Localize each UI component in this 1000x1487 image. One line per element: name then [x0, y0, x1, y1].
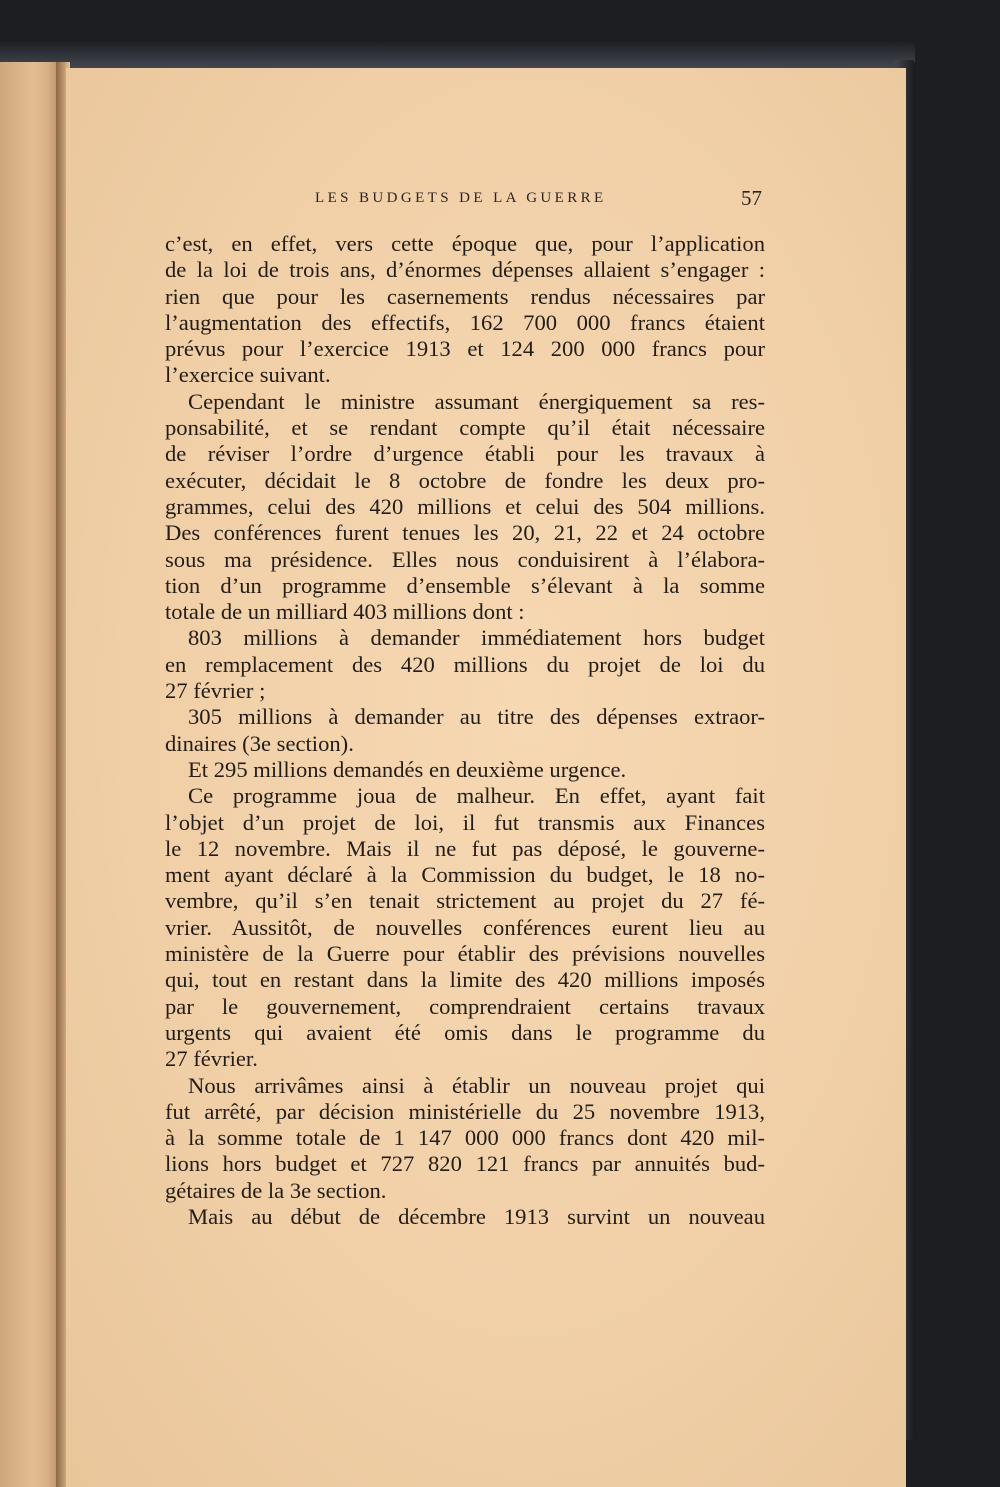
running-head: LES BUDGETS DE LA GUERRE — [315, 190, 607, 206]
text-line: rien que pour les casernements rendus nécessaires par — [165, 283, 765, 309]
text-line: prévus pour l’exercice 1913 et 124 200 000 francs pour — [165, 336, 765, 362]
text-line: sous ma présidence. Elles nous conduisirent à l’élabora- — [165, 546, 765, 572]
text-line: exécuter, décidait le 8 octobre de fondre les deux pro- — [165, 467, 765, 493]
text-line: grammes, celui des 420 millions et celui des 504 millions. — [165, 493, 765, 519]
text-line: Ce programme joua de malheur. En effet, ayant fait — [188, 783, 765, 809]
text-line: dinaires (3e section). — [165, 730, 354, 756]
text-line: 27 février. — [165, 1046, 258, 1072]
text-line: vembre, qu’il s’en tenait strictement au projet du 27 fé- — [165, 888, 765, 914]
text-line: gétaires de la 3e section. — [165, 1177, 387, 1203]
left-facing-page-edge — [0, 62, 60, 1487]
text-line: c’est, en effet, vers cette époque que, pour l’application — [165, 231, 765, 256]
text-line: de la loi de trois ans, d’énormes dépenses allaient s’engager : — [165, 257, 765, 283]
text-line: de réviser l’ordre d’urgence établi pour les travaux à — [165, 441, 765, 467]
text-line: qui, tout en restant dans la limite des 420 millions imposés — [165, 967, 765, 993]
text-line: à la somme totale de 1 147 000 000 francs dont 420 mil- — [165, 1125, 765, 1151]
text-line: 803 millions à demander immédiatement hors budget — [188, 625, 765, 651]
text-line: Mais au début de décembre 1913 survint un nouveau — [188, 1203, 765, 1229]
body-text — [165, 231, 765, 1230]
text-line: ment ayant déclaré à la Commission du budget, le 18 no- — [165, 862, 765, 888]
page-number: 57 — [741, 186, 762, 210]
text-line: ministère de la Guerre pour établir des prévisions nouvelles — [165, 941, 765, 967]
text-line: Et 295 millions demandés en deuxième urgence. — [188, 756, 627, 782]
text-line: ponsabilité, et se rendant compte qu’il était nécessaire — [165, 415, 765, 441]
text-line: Cependant le ministre assumant énergiquement sa res- — [188, 388, 765, 414]
text-line: l’exercice suivant. — [165, 362, 331, 388]
text-line: totale de un milliard 403 millions dont : — [165, 599, 525, 625]
text-line: Des conférences furent tenues les 20, 21, 22 et 24 octobre — [165, 520, 765, 546]
text-line: lions hors budget et 727 820 121 francs par annuités bud- — [165, 1151, 765, 1177]
text-line: tion d’un programme d’ensemble s’élevant à la somme — [165, 572, 765, 598]
text-line: 27 février ; — [165, 678, 266, 704]
text-line: fut arrêté, par décision ministérielle du 25 novembre 1913, — [165, 1098, 765, 1124]
text-line: par le gouvernement, comprendraient certains travaux — [165, 993, 765, 1019]
text-line: 305 millions à demander au titre des dépenses extraor- — [188, 704, 765, 730]
text-line: vrier. Aussitôt, de nouvelles conférences eurent lieu au — [165, 914, 765, 940]
text-line: urgents qui avaient été omis dans le programme du — [165, 1019, 765, 1045]
text-line: l’augmentation des effectifs, 162 700 000 francs étaient — [165, 309, 765, 335]
text-line: l’objet d’un projet de loi, il fut transmis aux Finances — [165, 809, 765, 835]
text-line: Nous arrivâmes ainsi à établir un nouveau projet qui — [188, 1072, 765, 1098]
text-line: en remplacement des 420 millions du projet de loi du — [165, 651, 765, 677]
text-line: le 12 novembre. Mais il ne fut pas déposé, le gouverne- — [165, 835, 765, 861]
